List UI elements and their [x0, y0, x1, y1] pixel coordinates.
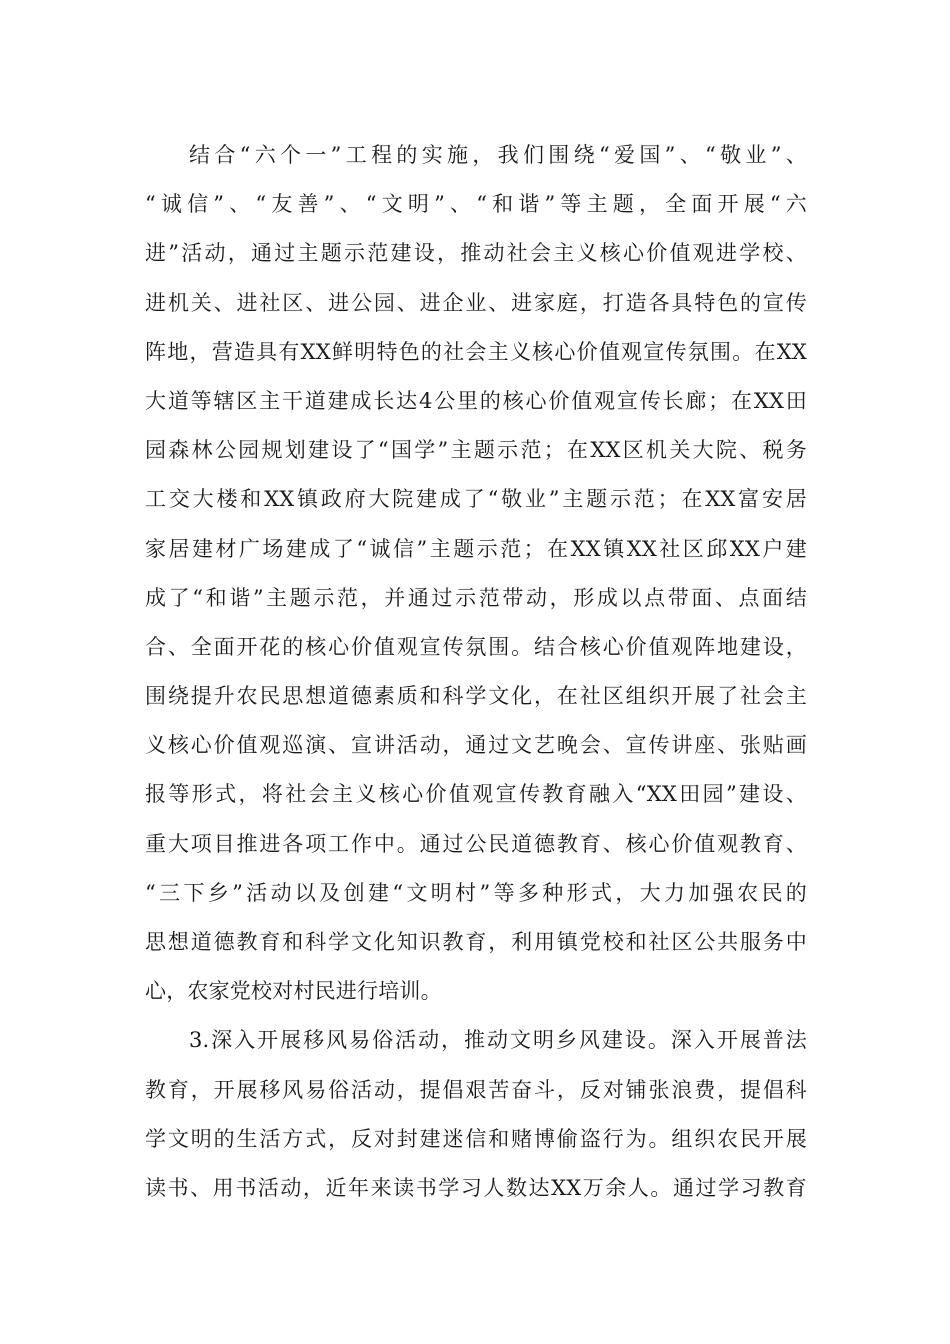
paragraph-1-line-1: 结合“六个一”工程的实施，我们围绕“爱国”、“敬业”、 — [189, 143, 807, 167]
paragraph-1-line-4: 进机关、进社区、进公园、进企业、进家庭，打造各具特色的宣传 — [145, 290, 807, 315]
paragraph-1-line-14: 报等形式，将社会主义核心价值观宣传教育融入“XX田园”建设、 — [145, 782, 807, 807]
paragraph-1-line-18: 心，农家党校对村民进行培训。 — [145, 979, 442, 1004]
paragraph-1-line-6: 大道等辖区主干道建成长达4公里的核心价值观宣传长廊；在XX田 — [145, 388, 807, 413]
paragraph-1-line-5: 阵地，营造具有XX鲜明特色的社会主义核心价值观宣传氛围。在XX — [145, 339, 807, 364]
paragraph-1-line-13: 义核心价值观巡演、宣讲活动，通过文艺晚会、宣传讲座、张贴画 — [145, 733, 807, 758]
paragraph-1-line-15: 重大项目推进各项工作中。通过公民道德教育、核心价值观教育、 — [145, 831, 807, 856]
paragraph-1-line-16: “三下乡”活动以及创建“文明村”等多种形式，大力加强农民的 — [145, 880, 807, 905]
document-body — [145, 131, 807, 1213]
paragraph-1-line-2: “诚信”、“友善”、“文明”、“和谐”等主题，全面开展“六 — [145, 192, 807, 217]
paragraph-2-line-1: 3.深入开展移风易俗活动，推动文明乡风建设。深入开展普法 — [189, 1028, 807, 1053]
paragraph-1-line-7: 园森林公园规划建设了“国学”主题示范；在XX区机关大院、税务 — [145, 438, 807, 463]
paragraph-1-line-17: 思想道德教育和科学文化知识教育，利用镇党校和社区公共服务中 — [145, 930, 807, 954]
paragraph-2-line-2: 教育，开展移风易俗活动，提倡艰苦奋斗，反对铺张浪费，提倡科 — [145, 1077, 807, 1102]
paragraph-1-line-12: 围绕提升农民思想道德素质和科学文化，在社区组织开展了社会主 — [145, 684, 807, 709]
paragraph-1-line-8: 工交大楼和XX镇政府大院建成了“敬业”主题示范；在XX富安居 — [145, 487, 807, 512]
paragraph-2-line-3: 学文明的生活方式，反对封建迷信和赌博偷盗行为。组织农民开展 — [145, 1126, 807, 1151]
paragraph-1-line-9: 家居建材广场建成了“诚信”主题示范；在XX镇XX社区邱XX户建 — [145, 536, 807, 561]
paragraph-2-line-4: 读书、用书活动，近年来读书学习人数达XX万余人。通过学习教育 — [145, 1175, 807, 1200]
paragraph-1-line-3: 进”活动，通过主题示范建设，推动社会主义核心价值观进学校、 — [145, 241, 807, 266]
paragraph-1-line-10: 成了“和谐”主题示范，并通过示范带动，形成以点带面、点面结 — [145, 585, 807, 610]
paragraph-1-line-11: 合、全面开花的核心价值观宣传氛围。结合核心价值观阵地建设， — [145, 634, 807, 659]
